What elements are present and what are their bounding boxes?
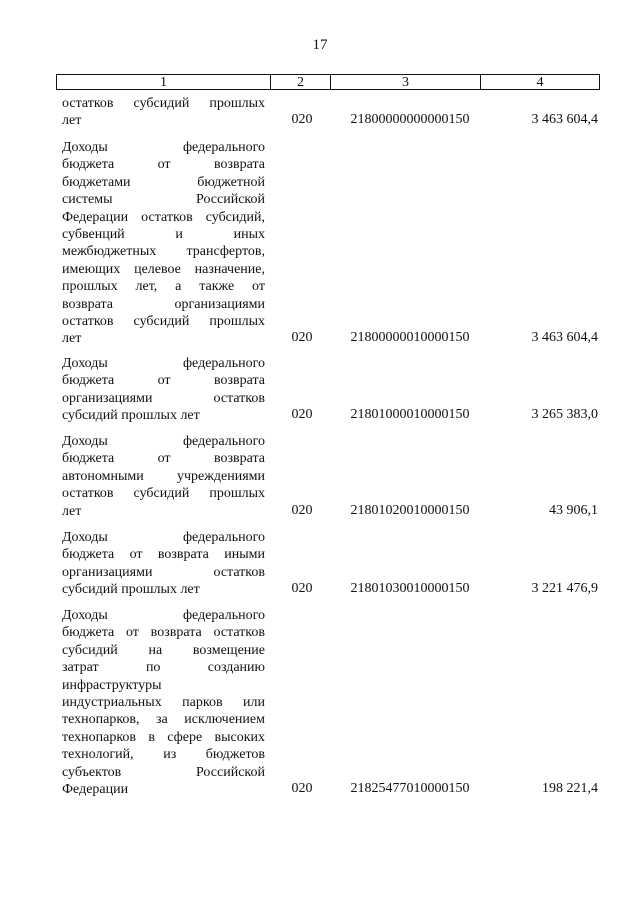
description-line: затрат по созданию: [62, 660, 265, 676]
description-line: Федерации остатков субсидий,: [62, 209, 265, 225]
row-amount: 198 221,4: [542, 781, 598, 796]
row-description: [62, 607, 265, 798]
row-code: 020: [291, 330, 313, 346]
description-line: субсидий на возмещение: [62, 642, 265, 658]
description-line: технопарков в сфере высоких: [62, 729, 265, 745]
row-description: [62, 433, 265, 520]
description-line: организациями остатков: [62, 564, 265, 580]
header-col-3: 3: [331, 75, 481, 89]
description-line: технологий, из бюджетов: [62, 747, 265, 763]
description-line: инфраструктуры: [62, 677, 162, 693]
description-line: Доходы федерального: [62, 140, 265, 155]
row-code: 020: [291, 581, 313, 597]
description-line: остатков субсидий прошлых: [62, 314, 265, 330]
table-header: [56, 74, 600, 90]
description-line: лет: [62, 503, 82, 519]
description-line: межбюджетных трансфертов,: [62, 244, 265, 260]
header-col-2: 2: [271, 75, 331, 89]
row-amount: 3 265 383,0: [531, 407, 598, 423]
description-line: бюджета от возврата: [62, 157, 265, 173]
header-col-4: 4: [536, 75, 544, 90]
description-line: остатков субсидий прошлых: [62, 96, 265, 111]
row-budget-code: 21801020010000150: [350, 502, 470, 518]
row-code: 020: [291, 407, 313, 423]
description-line: остатков субсидий прошлых: [62, 486, 265, 502]
description-line: субъектов Российской: [62, 764, 265, 780]
description-line: индустриальных парков или: [62, 695, 265, 711]
row-description: [62, 95, 265, 130]
description-line: Доходы федерального: [62, 608, 265, 623]
row-description: [62, 529, 265, 599]
row-amount: 43 906,1: [549, 502, 598, 518]
row-budget-code: 21825477010000150: [350, 781, 470, 796]
row-budget-code: 21801030010000150: [350, 581, 470, 597]
description-line: организациями остатков: [62, 390, 265, 406]
description-line: Федерации: [62, 782, 129, 798]
row-budget-code: 21800000010000150: [350, 330, 470, 346]
description-line: системы Российской: [62, 192, 265, 208]
description-line: субсидий прошлых лет: [62, 408, 200, 424]
description-line: имеющих целевое назначение,: [62, 261, 265, 277]
row-amount: 3 221 476,9: [531, 581, 598, 597]
description-line: лет: [62, 113, 82, 129]
row-budget-code: 21800000000000150: [350, 112, 470, 128]
description-line: бюджета от возврата иными: [62, 547, 265, 563]
description-line: Доходы федерального: [62, 356, 265, 371]
description-line: лет: [62, 331, 82, 347]
description-line: технопарков, за исключением: [62, 712, 265, 728]
description-line: бюджета от возврата: [62, 451, 265, 467]
description-line: субсидий прошлых лет: [62, 582, 200, 598]
description-line: бюджета от возврата остатков: [62, 625, 265, 641]
row-amount: 3 463 604,4: [531, 112, 598, 128]
description-line: Доходы федерального: [62, 434, 265, 449]
row-description: [62, 355, 265, 425]
description-line: автономными учреждениями: [62, 468, 265, 484]
row-description: [62, 139, 265, 348]
row-budget-code: 21801000010000150: [350, 407, 470, 423]
description-line: субвенций и иных: [62, 227, 265, 243]
description-line: возврата организациями: [62, 296, 265, 312]
description-line: бюджетами бюджетной: [62, 174, 265, 190]
description-line: Доходы федерального: [62, 530, 265, 545]
description-line: прошлых лет, а также от: [62, 279, 265, 295]
row-amount: 3 463 604,4: [531, 330, 598, 346]
row-code: 020: [291, 781, 313, 796]
description-line: бюджета от возврата: [62, 373, 265, 389]
row-code: 020: [291, 502, 313, 518]
row-code: 020: [291, 112, 313, 128]
page-number: 17: [312, 37, 328, 53]
header-col-1: 1: [57, 75, 271, 89]
